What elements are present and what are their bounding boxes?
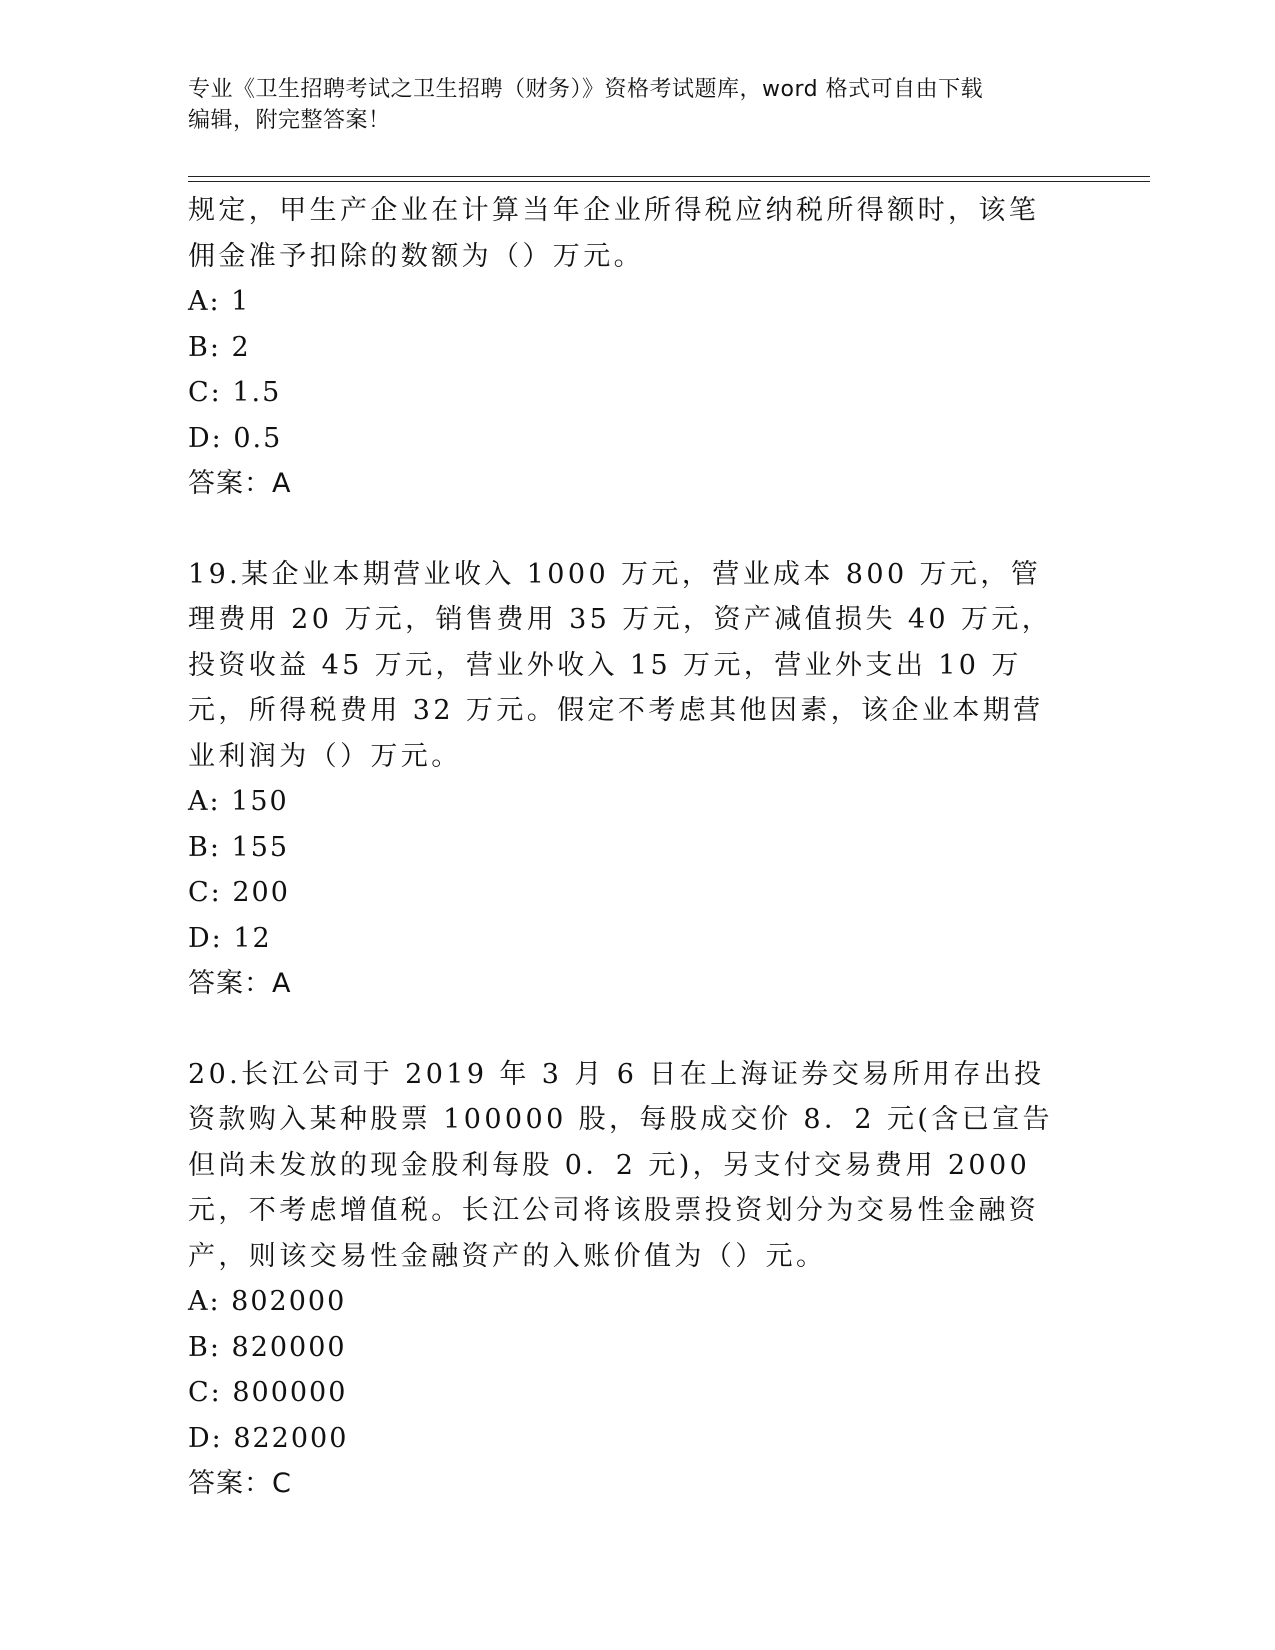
option-c: C: 800000 <box>188 1377 348 1408</box>
question-18 <box>188 188 1068 507</box>
header-line-2: 编辑，附完整答案！ <box>188 108 391 133</box>
question-19 <box>188 552 1068 1007</box>
option-d: D: 0.5 <box>188 422 283 454</box>
option-a: A: 1 <box>188 286 251 317</box>
header-divider-top <box>188 176 1150 177</box>
question-list <box>188 188 1068 1507</box>
option-a: A: 150 <box>188 786 289 817</box>
answer: 答案：A <box>188 968 292 999</box>
option-d: D: 822000 <box>188 1422 349 1454</box>
question-text: 19.某企业本期营业收入 1000 万元，营业成本 800 万元，管理费用 20 万元，销售费用 35 万元，资产减值损失 40 万元，投资收益 45 万元，营业外收入 15 万元，营业外支出 10 万元，所得税费用 32 万元。假定不考虑其他因素，该企业本期营业利润为（）万元。 <box>188 558 1053 772</box>
spacer <box>188 507 1068 552</box>
question-text: 20.长江公司于 2019 年 3 月 6 日在上海证券交易所用存出投资款购入某种股票 100000 股，每股成交价 8．2 元(含已宣告但尚未发放的现金股利每股 0．2 元)，另支付交易费用 2000 元，不考虑增值税。长江公司将该股票投资划分为交易性金融资产，则该交易性金融资产的入账价值为（）元。 <box>188 1058 1053 1272</box>
answer: 答案：A <box>188 468 292 499</box>
document-header <box>188 74 1068 136</box>
header-line-1: 专业《卫生招聘考试之卫生招聘（财务）》资格考试题库，word 格式可自由下载 <box>188 77 984 102</box>
question-text: 规定，甲生产企业在计算当年企业所得税应纳税所得额时，该笔佣金准予扣除的数额为（）万元。 <box>188 195 1040 272</box>
header-divider-bottom <box>188 181 1150 182</box>
answer: 答案：C <box>188 1468 292 1499</box>
option-b: B: 820000 <box>188 1331 347 1363</box>
option-b: B: 2 <box>188 331 251 363</box>
option-b: B: 155 <box>188 831 290 863</box>
option-d: D: 12 <box>188 922 272 954</box>
spacer <box>188 1007 1068 1052</box>
option-c: C: 200 <box>188 877 290 908</box>
option-c: C: 1.5 <box>188 377 282 408</box>
option-a: A: 802000 <box>188 1286 347 1317</box>
question-20 <box>188 1052 1068 1507</box>
